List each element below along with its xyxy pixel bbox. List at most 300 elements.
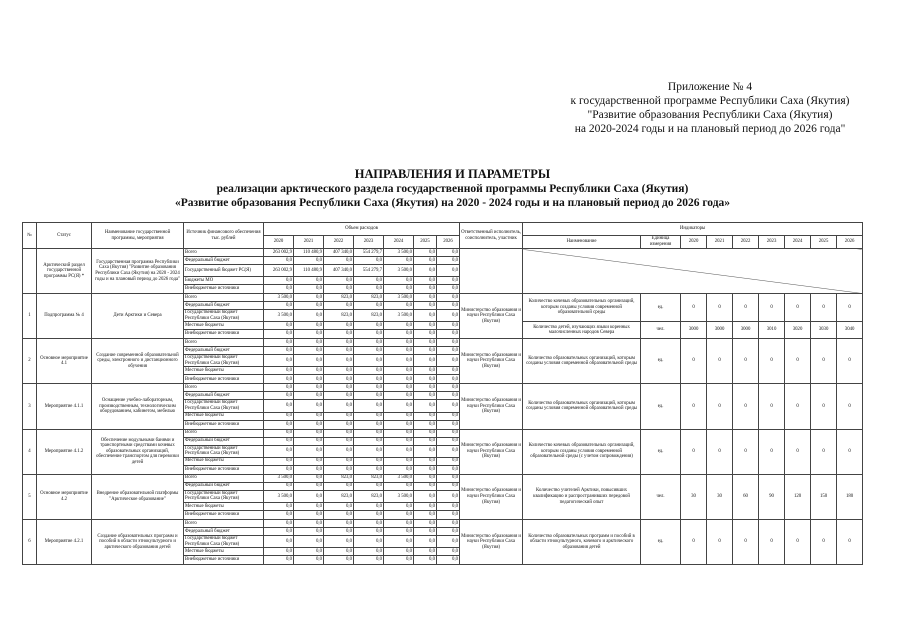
indicator-value: 0	[837, 429, 863, 474]
volume-value: 0,0	[294, 330, 324, 339]
row-executor: Министерство образования и науки Республики Саха (Якутия)	[460, 294, 523, 339]
indicator-value: 3020	[785, 322, 811, 339]
indicator-value: 3010	[759, 322, 785, 339]
volume-value: 0,0	[384, 420, 414, 429]
appendix-line: к государственной программе Республики Саха (Якутия)	[570, 95, 850, 107]
volume-value: 0,0	[294, 457, 324, 465]
volume-value: 0,0	[414, 355, 437, 367]
volume-value: 0,0	[264, 367, 294, 375]
volume-value: 0,0	[324, 375, 354, 384]
volume-value: 0,0	[354, 339, 384, 347]
header-volume: Объем расходов	[264, 223, 460, 236]
volume-value: 0,0	[414, 474, 437, 482]
volume-value: 0,0	[414, 302, 437, 310]
volume-value: 0,0	[294, 465, 324, 474]
volume-value: 0,0	[354, 392, 384, 400]
header-year: 2023	[354, 236, 384, 249]
appendix-line: "Развитие образования Республики Саха (Якутия)	[587, 109, 833, 121]
volume-value: 0,0	[437, 465, 460, 474]
volume-value: 0,0	[384, 535, 414, 547]
header-year: 2022	[733, 236, 759, 249]
volume-value: 823,0	[324, 294, 354, 302]
volume-value: 0,0	[264, 277, 294, 285]
volume-value: 0,0	[354, 257, 384, 265]
volume-value: 0,0	[264, 556, 294, 565]
volume-value: 0,0	[384, 548, 414, 556]
volume-value: 0,0	[437, 548, 460, 556]
source-label: Федеральный бюджет	[184, 527, 264, 535]
volume-value: 110 480,9	[294, 265, 324, 277]
volume-value: 0,0	[324, 277, 354, 285]
volume-value: 0,0	[264, 437, 294, 445]
source-label: Федеральный бюджет	[184, 347, 264, 355]
volume-value: 0,0	[354, 330, 384, 339]
indicator-value: 0	[811, 339, 837, 384]
volume-value: 0,0	[324, 355, 354, 367]
volume-value: 0,0	[437, 392, 460, 400]
row-status: Основное мероприятие 4.1	[37, 339, 92, 384]
volume-value: 0,0	[384, 375, 414, 384]
volume-value: 0,0	[437, 339, 460, 347]
volume-value: 0,0	[414, 412, 437, 420]
volume-value: 0,0	[384, 347, 414, 355]
volume-value: 0,0	[264, 527, 294, 535]
volume-value: 0,0	[294, 474, 324, 482]
source-label: Бюджеты МО	[184, 277, 264, 285]
volume-value: 0,0	[294, 294, 324, 302]
indicator-value: 150	[811, 474, 837, 519]
row-number: 6	[23, 519, 37, 564]
header-status: Статус	[37, 223, 92, 249]
row-name: Обеспечение модульными банями и транспортными средствами кочевых образовательных организаций, обеспечение транспортом для перевозки детей	[92, 429, 184, 474]
header-unit: Единица измерения	[641, 236, 681, 249]
volume-value: 0,0	[437, 510, 460, 519]
volume-value: 0,0	[324, 330, 354, 339]
volume-value: 0,0	[414, 420, 437, 429]
indicator-value: 0	[785, 384, 811, 429]
indicator-value: 0	[837, 384, 863, 429]
indicator-value: 180	[837, 474, 863, 519]
source-label: Федеральный бюджет	[184, 257, 264, 265]
header-year: 2024	[785, 236, 811, 249]
source-label: Местные бюджеты	[184, 502, 264, 510]
volume-value: 0,0	[414, 490, 437, 502]
volume-value: 0,0	[354, 548, 384, 556]
source-label: Внебюджетные источники	[184, 330, 264, 339]
volume-value: 0,0	[437, 420, 460, 429]
volume-value: 0,0	[414, 277, 437, 285]
volume-value: 0,0	[437, 257, 460, 265]
volume-value: 3 500,0	[384, 249, 414, 257]
volume-value: 0,0	[264, 302, 294, 310]
volume-value: 0,0	[414, 535, 437, 547]
indicator-name: Количество кочевых образовательных организаций, которым созданы условия современной образовательной среды (с учетом сопровождения)	[523, 429, 641, 474]
volume-value: 0,0	[414, 457, 437, 465]
row-executor: Министерство образования и науки Республики Саха (Якутия)	[460, 474, 523, 519]
volume-value: 0,0	[437, 322, 460, 330]
source-label: Местные бюджеты	[184, 412, 264, 420]
volume-value: 0,0	[437, 294, 460, 302]
volume-value: 110 480,9	[294, 249, 324, 257]
table-row	[23, 429, 863, 437]
volume-value: 0,0	[294, 302, 324, 310]
source-label: Местные бюджеты	[184, 548, 264, 556]
row-status: Мероприятие 4.1.1	[37, 384, 92, 429]
volume-value: 823,0	[354, 474, 384, 482]
source-label: Внебюджетные источники	[184, 375, 264, 384]
volume-value: 0,0	[324, 445, 354, 457]
header-year: 2021	[294, 236, 324, 249]
volume-value: 0,0	[324, 457, 354, 465]
volume-value: 823,0	[354, 310, 384, 322]
volume-value: 0,0	[324, 384, 354, 392]
title-line-2: реализации арктического раздела государственной программы Республики Саха (Якутия)	[216, 183, 689, 195]
indicator-value: 0	[811, 294, 837, 322]
indicator-value: 0	[837, 294, 863, 322]
source-label: Всего	[184, 384, 264, 392]
indicator-unit: чел.	[641, 474, 681, 519]
indicator-value: 0	[733, 339, 759, 384]
header-source: Источник финансового обеспечения тыс. рублей	[184, 223, 264, 249]
indicator-value: 0	[811, 384, 837, 429]
volume-value: 0,0	[384, 384, 414, 392]
header-year: 2025	[414, 236, 437, 249]
source-label: Федеральный бюджет	[184, 437, 264, 445]
source-label: Местные бюджеты	[184, 457, 264, 465]
volume-value: 0,0	[324, 527, 354, 535]
volume-value: 0,0	[354, 465, 384, 474]
volume-value: 0,0	[264, 535, 294, 547]
volume-value: 407 340,0	[324, 249, 354, 257]
volume-value: 0,0	[437, 347, 460, 355]
indicator-name: Количество детей, изучающих языки коренных малочисленных народов Севера	[523, 322, 641, 339]
volume-value: 0,0	[414, 556, 437, 565]
source-label: Всего	[184, 519, 264, 527]
row-name: Создание образовательных программ и пособий в области этнокультурного и арктического образования детей	[92, 519, 184, 564]
header-year: 2024	[384, 236, 414, 249]
indicator-value: 0	[707, 339, 733, 384]
volume-value: 0,0	[384, 556, 414, 565]
header-year: 2023	[759, 236, 785, 249]
indicator-value: 0	[733, 519, 759, 564]
header-year: 2020	[264, 236, 294, 249]
volume-value: 0,0	[414, 429, 437, 437]
volume-value: 0,0	[294, 285, 324, 294]
indicator-value: 0	[707, 519, 733, 564]
volume-value: 3 500,0	[384, 310, 414, 322]
source-label: Государственный бюджет Республики Саха (Якутия)	[184, 400, 264, 412]
appendix-line: на 2020-2024 годы и на плановый период до 2026 года"	[574, 123, 846, 135]
volume-value: 0,0	[437, 482, 460, 490]
volume-value: 0,0	[437, 330, 460, 339]
volume-value: 0,0	[354, 556, 384, 565]
volume-value: 0,0	[384, 302, 414, 310]
indicator-value: 0	[681, 429, 707, 474]
volume-value: 0,0	[324, 347, 354, 355]
volume-value: 0,0	[324, 420, 354, 429]
indicator-value: 0	[785, 519, 811, 564]
indicator-value: 0	[681, 294, 707, 322]
title-line-3: «Развитие образования Республики Саха (Якутия) на 2020 - 2024 годы и на плановый период до 2026 года»	[174, 197, 731, 209]
volume-value: 0,0	[264, 510, 294, 519]
volume-value: 0,0	[264, 420, 294, 429]
volume-value: 0,0	[437, 412, 460, 420]
volume-value: 0,0	[414, 347, 437, 355]
volume-value: 0,0	[414, 294, 437, 302]
indicator-name: Количество учителей Арктики, повысивших квалификацию и распространивших передовой педагогический опыт	[523, 474, 641, 519]
volume-value: 823,0	[324, 310, 354, 322]
volume-value: 0,0	[384, 412, 414, 420]
volume-value: 0,0	[384, 339, 414, 347]
volume-value: 0,0	[414, 445, 437, 457]
volume-value: 0,0	[324, 339, 354, 347]
indicator-value: 0	[681, 519, 707, 564]
volume-value: 0,0	[264, 445, 294, 457]
volume-value: 0,0	[294, 556, 324, 565]
volume-value: 0,0	[294, 392, 324, 400]
source-label: Государственный бюджет Республики Саха (Якутия)	[184, 355, 264, 367]
volume-value: 0,0	[264, 347, 294, 355]
volume-value: 0,0	[294, 322, 324, 330]
row-name: Создание современной образовательной среды, электронного и дистанционного обучения	[92, 339, 184, 384]
volume-value: 0,0	[294, 339, 324, 347]
volume-value: 0,0	[264, 400, 294, 412]
volume-value: 0,0	[414, 502, 437, 510]
volume-value: 0,0	[384, 392, 414, 400]
indicator-name: Количество кочевых образовательных организаций, которым созданы условия современной образовательной среды	[523, 294, 641, 322]
volume-value: 0,0	[437, 474, 460, 482]
volume-value: 0,0	[294, 519, 324, 527]
volume-value: 3 500,0	[264, 474, 294, 482]
volume-value: 0,0	[264, 429, 294, 437]
volume-value: 0,0	[294, 310, 324, 322]
header-num: №	[23, 223, 37, 249]
volume-value: 0,0	[437, 249, 460, 257]
volume-value: 0,0	[414, 322, 437, 330]
volume-value: 0,0	[264, 384, 294, 392]
volume-value: 0,0	[324, 548, 354, 556]
volume-value: 3 500,0	[384, 294, 414, 302]
source-label: Внебюджетные источники	[184, 285, 264, 294]
indicator-value: 3030	[811, 322, 837, 339]
row-name: Дети Арктики и Севера	[92, 294, 184, 339]
indicator-value: 0	[759, 294, 785, 322]
volume-value: 407 340,0	[324, 265, 354, 277]
indicator-value: 0	[785, 339, 811, 384]
volume-value: 0,0	[384, 465, 414, 474]
volume-value: 0,0	[324, 367, 354, 375]
volume-value: 0,0	[414, 527, 437, 535]
volume-value: 0,0	[324, 400, 354, 412]
volume-value: 0,0	[437, 400, 460, 412]
volume-value: 0,0	[384, 437, 414, 445]
volume-value: 0,0	[324, 429, 354, 437]
volume-value: 0,0	[384, 429, 414, 437]
indicator-value: 60	[733, 474, 759, 519]
volume-value: 0,0	[264, 285, 294, 294]
volume-value: 0,0	[437, 527, 460, 535]
volume-value: 0,0	[354, 527, 384, 535]
volume-value: 0,0	[414, 330, 437, 339]
header-year: 2026	[437, 236, 460, 249]
row-executor	[460, 249, 523, 294]
header-indicators: Индикаторы	[523, 223, 863, 236]
volume-value: 0,0	[414, 285, 437, 294]
row-status: Арктический раздел государственной программы РС(Я) *	[37, 249, 92, 294]
table-body	[23, 223, 863, 565]
volume-value: 0,0	[384, 519, 414, 527]
volume-value: 0,0	[437, 367, 460, 375]
indicator-value: 0	[733, 294, 759, 322]
row-status: Мероприятие 4.2.1	[37, 519, 92, 564]
volume-value: 0,0	[324, 482, 354, 490]
volume-value: 0,0	[384, 445, 414, 457]
header-year: 2026	[837, 236, 863, 249]
volume-value: 0,0	[437, 535, 460, 547]
indicator-value: 0	[785, 429, 811, 474]
volume-value: 0,0	[294, 277, 324, 285]
row-number: 4	[23, 429, 37, 474]
row-number	[23, 249, 37, 294]
volume-value: 0,0	[437, 556, 460, 565]
indicator-value: 3000	[733, 322, 759, 339]
volume-value: 0,0	[294, 375, 324, 384]
volume-value: 0,0	[437, 502, 460, 510]
volume-value: 0,0	[354, 510, 384, 519]
volume-value: 0,0	[294, 429, 324, 437]
volume-value: 0,0	[437, 519, 460, 527]
volume-value: 0,0	[414, 482, 437, 490]
indicator-value: 0	[811, 429, 837, 474]
indicator-value: 0	[733, 384, 759, 429]
volume-value: 0,0	[264, 330, 294, 339]
source-label: Федеральный бюджет	[184, 482, 264, 490]
row-status: Мероприятие 4.1.2	[37, 429, 92, 474]
volume-value: 0,0	[354, 412, 384, 420]
source-label: Внебюджетные источники	[184, 510, 264, 519]
volume-value: 3 500,0	[264, 490, 294, 502]
volume-value: 0,0	[264, 375, 294, 384]
indicator-name: Количество образовательных организаций, которым созданы условия современной образовательной среды	[523, 384, 641, 429]
volume-value: 0,0	[354, 355, 384, 367]
volume-value: 0,0	[384, 277, 414, 285]
row-name: Оснащение учебно-лабораторным, производственным, технологическим оборудованием, кабинетом, мебелью	[92, 384, 184, 429]
volume-value: 0,0	[294, 437, 324, 445]
volume-value: 554 279,7	[354, 265, 384, 277]
source-label: Всего	[184, 474, 264, 482]
volume-value: 0,0	[294, 527, 324, 535]
title-line-1: НАПРАВЛЕНИЯ И ПАРАМЕТРЫ	[354, 167, 551, 181]
volume-value: 0,0	[437, 490, 460, 502]
volume-value: 0,0	[324, 510, 354, 519]
indicator-value: 0	[707, 429, 733, 474]
volume-value: 0,0	[354, 519, 384, 527]
source-label: Государственный бюджет Республики Саха (Якутия)	[184, 490, 264, 502]
row-status: Подпрограмма № 4	[37, 294, 92, 339]
volume-value: 0,0	[384, 367, 414, 375]
indicator-unit: ед.	[641, 384, 681, 429]
volume-value: 0,0	[384, 527, 414, 535]
source-label: Всего	[184, 429, 264, 437]
appendix-line: Приложение № 4	[667, 81, 753, 93]
table-row	[23, 339, 863, 347]
volume-value: 0,0	[384, 400, 414, 412]
indicator-value: 0	[681, 384, 707, 429]
volume-value: 0,0	[414, 548, 437, 556]
volume-value: 0,0	[437, 445, 460, 457]
volume-value: 0,0	[324, 285, 354, 294]
table-row	[23, 474, 863, 482]
volume-value: 0,0	[354, 445, 384, 457]
source-label: Внебюджетные источники	[184, 465, 264, 474]
volume-value: 0,0	[294, 535, 324, 547]
source-label: Всего	[184, 249, 264, 257]
volume-value: 0,0	[294, 445, 324, 457]
table-row	[23, 294, 863, 302]
volume-value: 0,0	[294, 384, 324, 392]
volume-value: 0,0	[324, 556, 354, 565]
indicator-value: 0	[759, 384, 785, 429]
volume-value: 0,0	[414, 367, 437, 375]
row-executor: Министерство образования и науки Республики Саха (Якутия)	[460, 429, 523, 474]
source-label: Всего	[184, 339, 264, 347]
source-label: Местные бюджеты	[184, 367, 264, 375]
table-row	[23, 384, 863, 392]
volume-value: 0,0	[354, 437, 384, 445]
volume-value: 0,0	[324, 412, 354, 420]
volume-value: 0,0	[437, 384, 460, 392]
indicator-unit: ед.	[641, 294, 681, 322]
volume-value: 0,0	[264, 322, 294, 330]
volume-value: 0,0	[324, 535, 354, 547]
row-number: 1	[23, 294, 37, 339]
volume-value: 0,0	[384, 502, 414, 510]
volume-value: 0,0	[414, 519, 437, 527]
row-name: Внедрение образовательной платформы "Арктическое образование"	[92, 474, 184, 519]
source-label: Внебюджетные источники	[184, 420, 264, 429]
indicator-value: 0	[837, 519, 863, 564]
indicator-value: 0	[759, 519, 785, 564]
volume-value: 3 500,0	[264, 294, 294, 302]
indicator-value: 0	[837, 339, 863, 384]
source-label: Государственный бюджет Республики Саха (Якутия)	[184, 445, 264, 457]
indicator-value: 0	[733, 429, 759, 474]
volume-value: 0,0	[264, 257, 294, 265]
indicator-name: Количество образовательных программ и пособий в области этнокультурного, кочевого и арктического образования детей	[523, 519, 641, 564]
indicator-value: 120	[785, 474, 811, 519]
row-number: 3	[23, 384, 37, 429]
indicator-value: 0	[681, 339, 707, 384]
volume-value: 0,0	[414, 310, 437, 322]
indicator-value: 0	[759, 339, 785, 384]
indicator-unit: чел.	[641, 322, 681, 339]
header-name: Наименование государственной программы, мероприятия	[92, 223, 184, 249]
table-row	[23, 519, 863, 527]
volume-value: 3 500,0	[384, 490, 414, 502]
header-year: 2022	[324, 236, 354, 249]
volume-value: 0,0	[294, 400, 324, 412]
volume-value: 0,0	[324, 465, 354, 474]
volume-value: 0,0	[264, 457, 294, 465]
volume-value: 0,0	[354, 375, 384, 384]
volume-value: 0,0	[414, 384, 437, 392]
volume-value: 0,0	[437, 310, 460, 322]
volume-value: 0,0	[414, 510, 437, 519]
volume-value: 0,0	[354, 347, 384, 355]
volume-value: 0,0	[437, 265, 460, 277]
parameters-table	[22, 222, 863, 565]
volume-value: 0,0	[294, 510, 324, 519]
